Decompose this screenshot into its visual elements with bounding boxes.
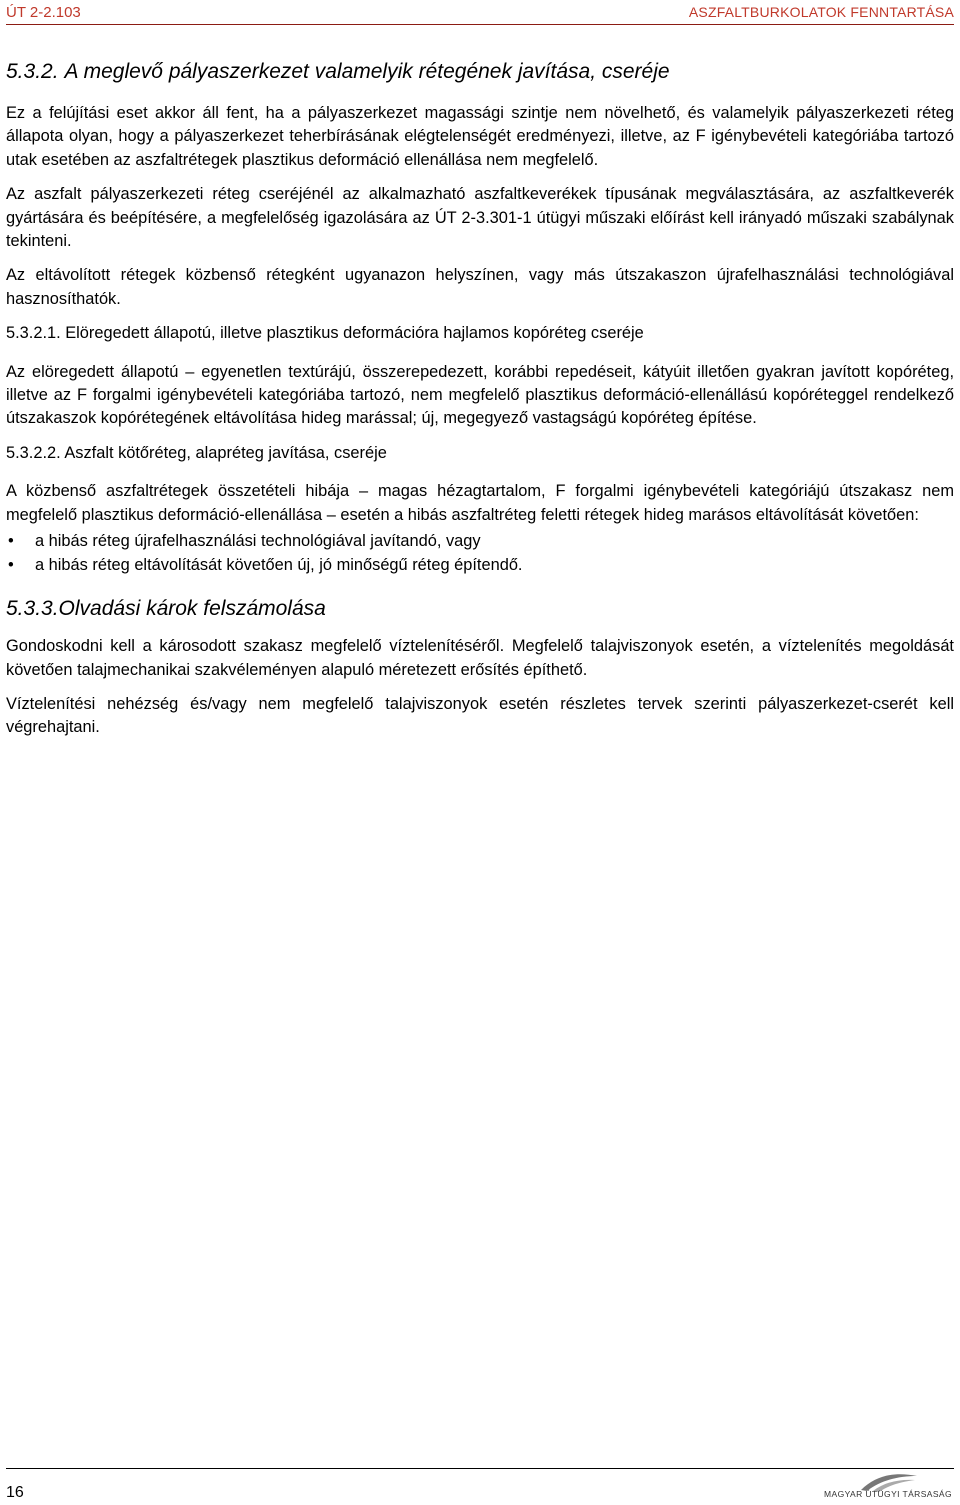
section-532-number: 5.3.2. bbox=[6, 60, 59, 83]
section-532-heading bbox=[6, 58, 954, 86]
logo bbox=[804, 1470, 954, 1503]
paragraph: Víztelenítési nehézség és/vagy nem megfelelő talajviszonyok esetén részletes tervek szerinti pályaszerkezet-cserét kell végrehajtani. bbox=[6, 694, 954, 737]
header-divider bbox=[6, 24, 954, 25]
paragraph: Az eltávolított rétegek közbenső rétegként ugyanazon helyszínen, vagy más útszakaszon újrafelhasználási technológiával hasznosíthatók. bbox=[6, 266, 954, 308]
section-532-title: A meglevő pályaszerkezet valamelyik rétegének javítása, cseréje bbox=[64, 60, 670, 83]
page-number: 16 bbox=[6, 1484, 24, 1501]
section-533-heading bbox=[6, 595, 954, 623]
bullet-icon: • bbox=[8, 556, 14, 575]
subsection-5321-heading: 5.3.2.1. Elöregedett állapotú, illetve plasztikus deformációra hajlamos kopóréteg cseréje bbox=[6, 324, 644, 343]
page-header bbox=[0, 0, 960, 28]
document-title: ASZFALTBURKOLATOK FENNTARTÁSA bbox=[688, 4, 954, 20]
paragraph: Az elöregedett állapotú – egyenetlen textúrájú, összerepedezett, korábbi repedéseit, kátyúit illetően gyakran javított kopóréteg, illetve az F forgalmi igénybevételi kategóriába tartozó, nem megfelelő plasztikus deformáció-ellenállású kopóréteggel rendelkező útszakaszok kopórétegének eltávolítása hideg marással; új, megegyező vastagságú kopóréteg építése. bbox=[6, 362, 954, 428]
list-item-text: a hibás réteg újrafelhasználási technológiával javítandó, vagy bbox=[35, 532, 481, 551]
bullet-list bbox=[6, 529, 954, 577]
logo-text: MAGYAR ÚTÜGYI TÁRSASÁG bbox=[824, 1489, 952, 1499]
bullet-icon: • bbox=[8, 532, 14, 551]
paragraph: A közbenső aszfaltrétegek összetételi hibája – magas hézagtartalom, F forgalmi igénybevételi kategóriájú útszakasz nem megfelelő plasztikus deformáció-ellenállása – esetén a hibás aszfaltréteg feletti rétegek hideg marásos eltávolítását követően: bbox=[6, 482, 954, 524]
paragraph: Ez a felújítási eset akkor áll fent, ha a pályaszerkezet magassági szintje nem növelhető, és valamelyik pályaszerkezeti réteg állapota olyan, hogy a pályaszerkezet teherbírásának elégtelenségét eredményezi, illetve, az F igénybevételi kategóriába tartozó utak esetében az aszfaltrétegek plasztikus deformáció ellenállása nem megfelelő. bbox=[6, 104, 954, 169]
paragraph: Gondoskodni kell a károsodott szakasz megfelelő víztelenítéséről. Megfelelő talajviszonyok esetén, a víztelenítés megoldását követően talajmechanikai szakvéleményen alapuló méretezett erősítés építhető. bbox=[6, 637, 954, 679]
list-item bbox=[6, 529, 954, 553]
list-item-text: a hibás réteg eltávolítását követően új, jó minőségű réteg építendő. bbox=[35, 556, 523, 575]
subsection-5322-heading: 5.3.2.2. Aszfalt kötőréteg, alapréteg javítása, cseréje bbox=[6, 443, 387, 462]
page-body bbox=[6, 58, 954, 751]
paragraph: Az aszfalt pályaszerkezeti réteg cseréjénél az alkalmazható aszfaltkeverékek típusának megválasztására, az aszfaltkeverék gyártására és beépítésére, a megfelelőség igazolására az ÚT 2-3.301-1 útügyi műszaki előírást kell irányadó műszaki szabálynak tekinteni. bbox=[6, 185, 954, 251]
list-item bbox=[6, 553, 954, 577]
section-533-title: Olvadási károk felszámolása bbox=[58, 597, 326, 621]
section-533-number: 5.3.3. bbox=[6, 597, 59, 621]
document-code: ÚT 2-2.103 bbox=[6, 4, 81, 21]
footer-divider bbox=[6, 1468, 954, 1469]
